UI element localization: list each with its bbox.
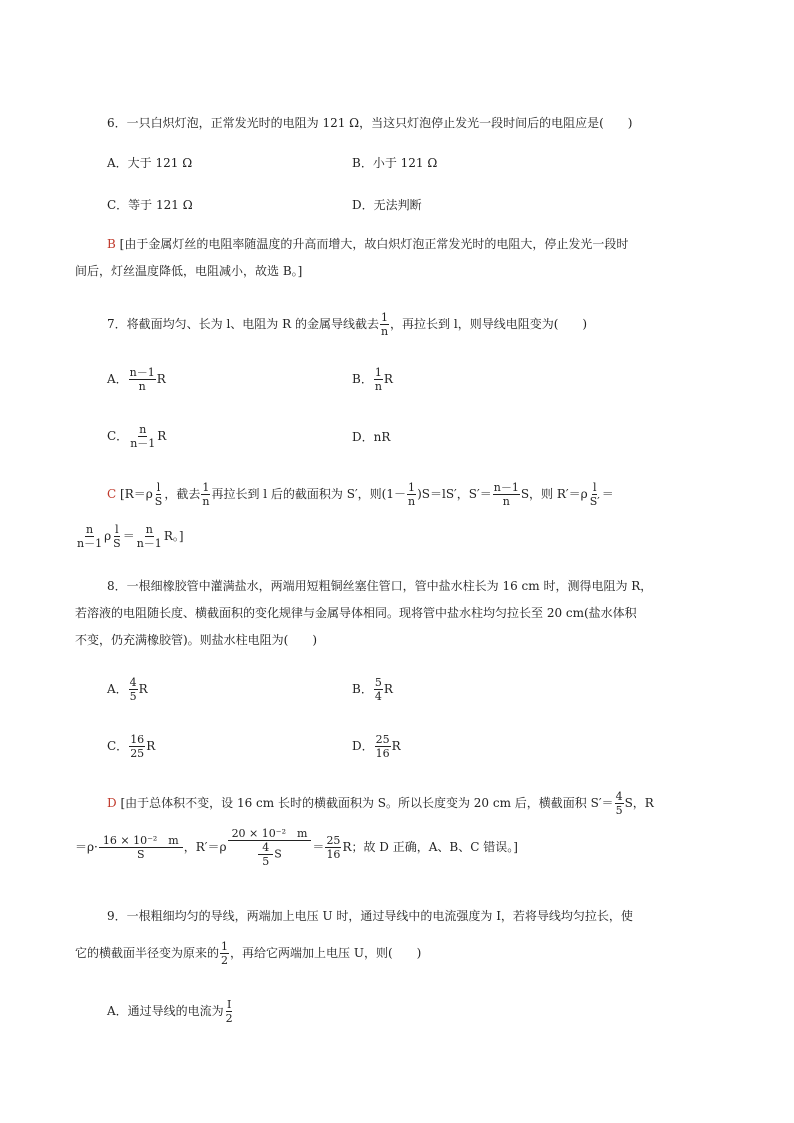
fraction-denominator: S′ [589, 495, 600, 508]
q6-answer-letter: B [107, 237, 116, 251]
option-suffix: R [157, 429, 167, 443]
fraction-numerator: 1 [374, 366, 382, 379]
fraction-numerator: n－1 [129, 366, 155, 379]
option-prefix: B． [352, 682, 373, 696]
fraction-denominator: 5 [615, 804, 623, 817]
option-prefix: C． [107, 429, 129, 443]
fraction-numerator: 16 [130, 733, 145, 746]
expl-text: R；故 D 正确，A、B、C 错误。] [342, 840, 518, 854]
fraction-numerator: l [592, 481, 597, 494]
q6-explanation-line2: 间后，灯丝温度降低，电阻减小，故选 B。] [75, 264, 303, 278]
option-suffix: R [146, 739, 156, 753]
expl-fraction [112, 523, 122, 550]
expl-text: ，截去 [164, 487, 201, 501]
q7-option-b [352, 366, 393, 393]
fraction-numerator: l [115, 523, 119, 536]
expl-text: S，R [624, 796, 654, 810]
fraction-denominator: 16 [375, 747, 390, 760]
expl-fraction [201, 481, 210, 508]
q8-option-d-fraction [375, 733, 391, 760]
expl-text: R。] [163, 529, 184, 543]
q6-expl-text1: [由于金属灯丝的电阻率随温度的升高而增大，故白炽灯泡正常发光时的电阻大，停止发光一段时 [119, 237, 629, 251]
q7-stem-fraction [380, 311, 389, 338]
q7-stem-text-b: ，再拉长到 l，则导线电阻变为( ) [390, 317, 588, 331]
expl-fraction [136, 523, 163, 550]
expl-text: )S＝lS′，S′＝ [417, 487, 492, 501]
expl-fraction [493, 481, 520, 508]
q9-stem-fraction [220, 940, 229, 967]
fraction-numerator: 4 [615, 790, 623, 803]
option-suffix: R [383, 682, 393, 696]
fraction-denominator: S [113, 537, 121, 550]
expl-text: ，R′＝ρ [183, 840, 227, 854]
q9-stem-text-a: 它的横截面半径变为原来的 [75, 946, 220, 960]
expl-text: [R＝ρ [120, 487, 153, 501]
expl-text: S，则 R′＝ρ [520, 487, 588, 501]
fraction-denominator: 2 [221, 954, 229, 967]
expl-text: ＝ [312, 840, 325, 854]
fraction-denominator: n－1 [130, 437, 156, 450]
fraction-numerator: 1 [408, 481, 416, 494]
fraction-numerator: 5 [374, 676, 382, 689]
nested-fraction [258, 841, 273, 868]
expl-fraction [615, 790, 624, 817]
q8-answer-letter: D [107, 796, 117, 810]
option-suffix: R [156, 372, 166, 386]
expl-fraction [407, 481, 416, 508]
q8-stem-line2: 若溶液的电阻随长度、横截面积的变化规律与金属导体相同。现将管中盐水柱均匀拉长至 20 cm(盐水体积 [75, 606, 637, 620]
expl-fraction [76, 523, 103, 550]
option-prefix: A． [107, 682, 128, 696]
option-prefix: D． [352, 739, 374, 753]
q8-option-b [352, 676, 393, 703]
option-prefix: A． [107, 372, 128, 386]
q8-option-c [107, 733, 155, 760]
option-text: A．通过导线的电流为 [107, 1004, 224, 1018]
q8-option-d [352, 733, 401, 760]
q9-stem-line1: 9．一根粗细均匀的导线，两端加上电压 U 时，通过导线中的电流强度为 I，若将导线均匀拉长，使 [107, 909, 633, 923]
q7-option-c-fraction [129, 423, 156, 450]
fraction-numerator: n [145, 523, 153, 536]
fraction-numerator: 25 [326, 834, 341, 847]
option-suffix: R [138, 682, 148, 696]
q8-explanation-line2 [75, 827, 518, 868]
q9-stem-text-b: ，再给它两端加上电压 U，则( ) [230, 946, 422, 960]
fraction-numerator: 1 [221, 940, 229, 953]
fraction-numerator: n－1 [493, 481, 519, 494]
expl-compound-fraction [228, 827, 312, 868]
q8-option-a-fraction [129, 676, 138, 703]
expl-fraction [99, 834, 183, 861]
q7-stem [107, 311, 587, 338]
fraction-numerator: 1 [202, 481, 210, 494]
q8-option-c-fraction [129, 733, 145, 760]
expl-text: 再拉长到 l 后的截面积为 S′，则(1－ [211, 487, 406, 501]
expl-text: ＝ [122, 529, 135, 543]
q7-explanation-line1 [107, 481, 614, 508]
q9-option-a [107, 998, 235, 1025]
q6-option-c: C．等于 121 Ω [107, 198, 193, 212]
option-prefix: C． [107, 739, 129, 753]
fraction-denominator: 16 [326, 848, 341, 861]
fraction-numerator: n [86, 523, 94, 536]
q8-stem-line3: 不变，仍充满橡胶管)。则盐水柱电阻为( ) [75, 633, 318, 647]
q6-option-b: B．小于 121 Ω [352, 156, 438, 170]
q7-explanation-line2 [75, 523, 184, 550]
fraction-denominator: n [138, 380, 146, 393]
fraction-denominator: n [374, 380, 382, 393]
option-suffix: R [383, 372, 393, 386]
q7-answer-letter: C [107, 487, 117, 501]
fraction-denominator: 25 [130, 747, 145, 760]
expl-text: S [274, 847, 282, 861]
expl-fraction [154, 481, 164, 508]
fraction-numerator: 16 × 10⁻² m [99, 834, 183, 848]
expl-fraction [325, 834, 341, 861]
expl-text: ρ [104, 529, 112, 543]
option-suffix: R [391, 739, 401, 753]
expl-text: [由于总体积不变，设 16 cm 长时的横截面积为 S。所以长度变为 20 cm 后，横截面积 S′＝ [120, 796, 614, 810]
fraction-denominator: n－1 [136, 537, 162, 550]
fraction-denominator: 2 [225, 1012, 233, 1025]
expl-text: ＝ρ· [75, 840, 98, 854]
fraction-denominator: 5 [129, 690, 137, 703]
fraction-numerator: 25 [375, 733, 390, 746]
fraction-numerator: I [226, 998, 232, 1011]
q8-option-b-fraction [374, 676, 383, 703]
q7-option-d: D．nR [352, 430, 391, 444]
expl-fraction [589, 481, 601, 508]
option-prefix: B． [352, 372, 373, 386]
q6-option-a: A．大于 121 Ω [107, 156, 193, 170]
fraction-denominator: S [137, 848, 145, 861]
fraction-numerator: 1 [381, 311, 388, 324]
fraction-numerator: 4 [258, 841, 273, 855]
expl-text: ＝ [601, 487, 614, 501]
q7-option-a [107, 366, 166, 393]
fraction-denominator: 4 [374, 690, 382, 703]
q8-option-a [107, 676, 148, 703]
q6-stem: 6．一只白炽灯泡，正常发光时的电阻为 121 Ω，当这只灯泡停止发光一段时间后的电阻应是( ) [107, 116, 633, 130]
q9-stem-line2 [75, 940, 421, 967]
fraction-denominator [253, 841, 286, 868]
q6-option-d: D．无法判断 [352, 198, 422, 212]
fraction-numerator: 20 × 10⁻² m [228, 827, 312, 841]
q7-option-b-fraction [374, 366, 383, 393]
fraction-denominator: n [202, 495, 210, 508]
q7-option-a-fraction [129, 366, 156, 393]
q8-stem-line1: 8．一根细橡胶管中灌满盐水，两端用短粗铜丝塞住管口，管中盐水柱长为 16 cm 时，测得电阻为 R， [107, 579, 653, 593]
q7-stem-text-a: 7．将截面均匀、长为 l、电阻为 R 的金属导线截去 [107, 317, 379, 331]
fraction-numerator: 4 [129, 676, 137, 689]
fraction-denominator: 5 [262, 855, 270, 868]
fraction-numerator: l [156, 481, 161, 494]
fraction-denominator: n [502, 495, 510, 508]
fraction-denominator: n [408, 495, 416, 508]
fraction-denominator: n－1 [77, 537, 103, 550]
q6-explanation-line1 [107, 235, 628, 253]
fraction-denominator: n [380, 325, 389, 338]
q7-option-c [107, 423, 166, 450]
q8-explanation-line1 [107, 790, 654, 817]
fraction-numerator: n [139, 423, 147, 436]
q9-option-a-fraction [225, 998, 234, 1025]
fraction-denominator: S [154, 495, 163, 508]
